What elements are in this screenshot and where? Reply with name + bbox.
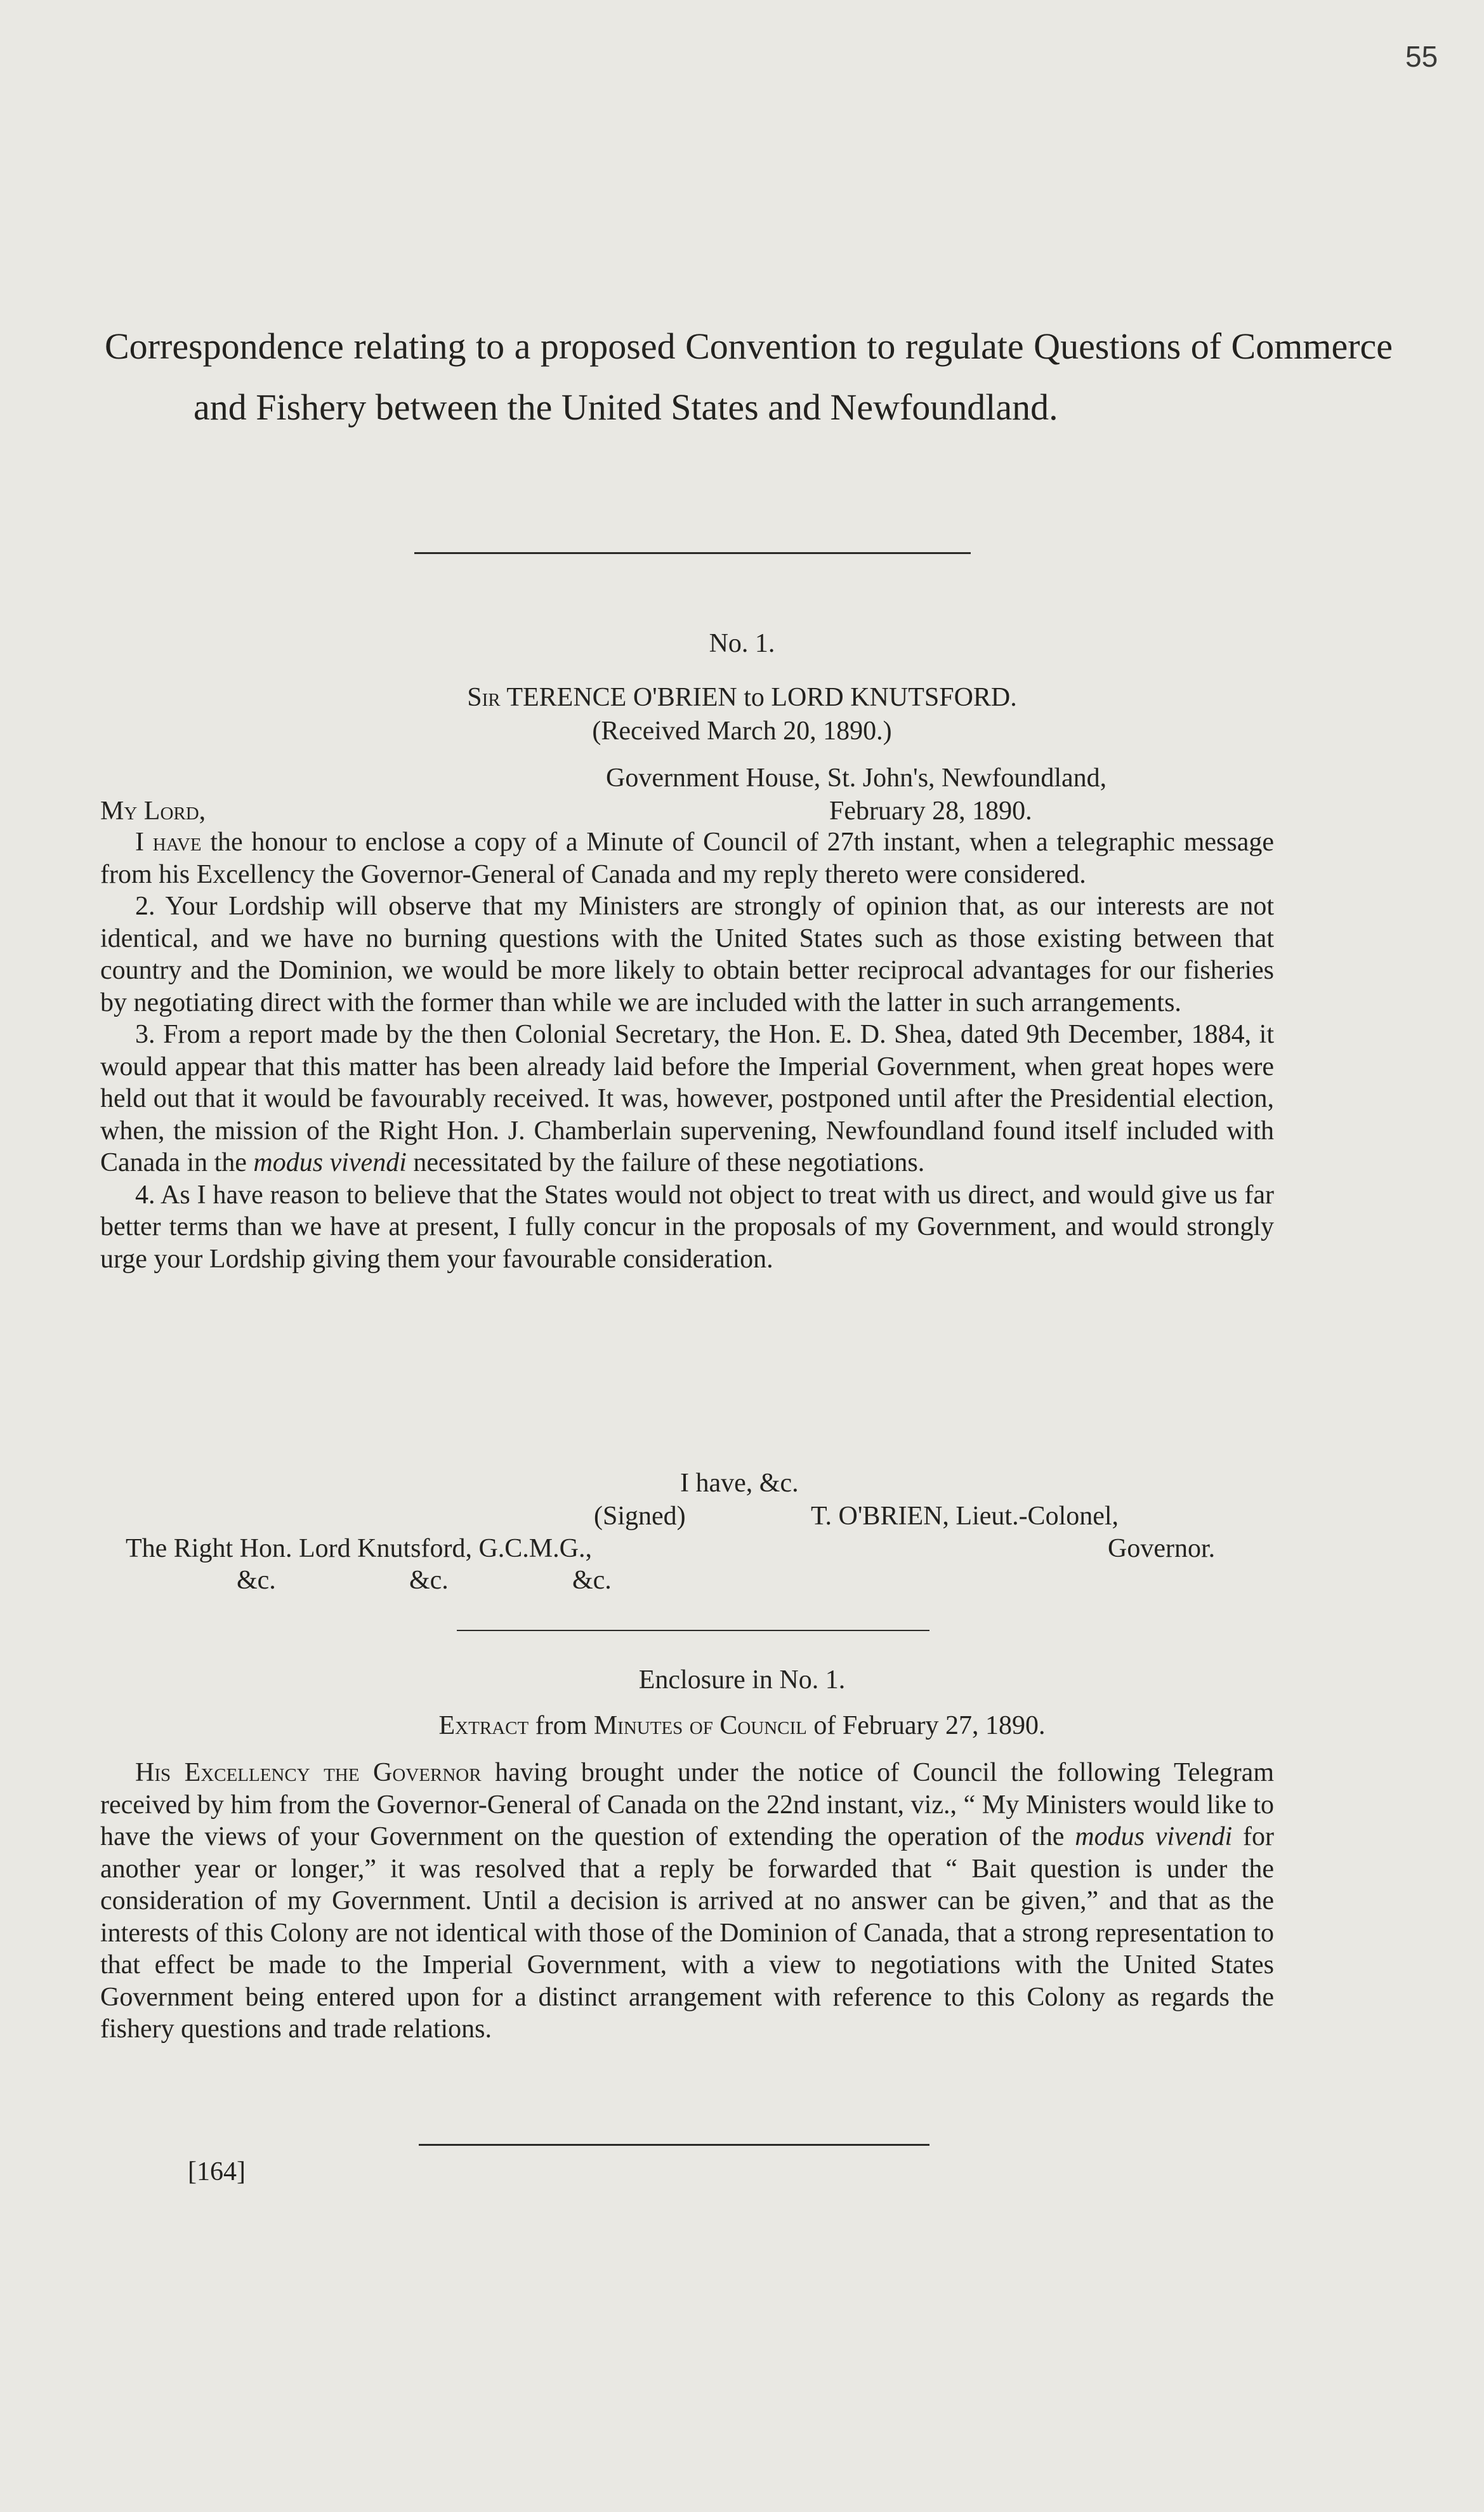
latin-term: modus vivendi xyxy=(1075,1822,1233,1851)
title-rule xyxy=(414,552,971,554)
paragraph-text: for another year or longer,” it was resolved that a reply be forwarded that “ Bait question is under the consideration of my Government. Until a decision is arrived at no answer can be given,” and that as the interests of this Colony are not identical with those of the Dominion of Canada, that a strong representation to that effect be made to the Imperial Government, with a view to negotiations with the United States Government being entered upon for a distinct arrangement with reference to this Colony as regards the fishery questions and trade relations. xyxy=(100,1822,1274,2044)
extract-minutes: Minutes of Council xyxy=(593,1711,807,1740)
latin-term: modus vivendi xyxy=(253,1148,407,1177)
paragraph-text: necessitated by the failure of these negotiations. xyxy=(413,1148,925,1177)
letter-salutation: My Lord, xyxy=(100,797,206,826)
enclosure-heading: Enclosure in No. 1. xyxy=(638,1665,846,1695)
letter-from-to xyxy=(0,682,1484,713)
letter-body xyxy=(100,826,1274,1275)
paragraph-lead: I have xyxy=(135,828,202,857)
paragraph-text: 3. From a report made by the then Colonial Secretary, the Hon. E. D. Shea, dated 9th December, 1884, it would appear that this matter has been already laid before the Imperial Government, when great hopes were held out that it would be favourably received. It was, however, postponed until after the Presidential election, when, the mission of the Right Hon. J. Chamberlain supervening, Newfoundland found itself included with Canada in the xyxy=(100,1020,1274,1177)
recipient-etc-1: &c. xyxy=(237,1566,276,1595)
letter-paragraph-2: 2. Your Lordship will observe that my Ministers are strongly of opinion that, as our interests are not identical, and we have no burning questions with the United States such as those existing between that country and the Dominion, we would be more likely to obtain better reciprocal advantages for our fisheries by negotiating direct with the former than while we are included with the latter in such arrangements. xyxy=(100,892,1274,1017)
letter-paragraph-3 xyxy=(100,1019,1274,1179)
signature-mark: [164] xyxy=(188,2157,246,2186)
letter-signed: (Signed) xyxy=(594,1502,686,1531)
recipient-etc-2: &c. xyxy=(409,1566,449,1595)
extract-word: Extract xyxy=(438,1711,529,1740)
letter-signature-title: Governor. xyxy=(1108,1534,1216,1563)
paragraph-text: having brought under the notice of Council the following Telegram received by him from the Governor-General of Canada on the 22nd instant, viz., “ My Ministers would like to have the views of your Government on the question of extending the operation of the xyxy=(100,1758,1274,1851)
extract-heading xyxy=(0,1710,1484,1741)
document-title: Correspondence relating to a proposed Convention to regulate Questions of Commerce and Fishery between the United States and Newfoundland. xyxy=(105,326,1393,428)
enclosure-rule xyxy=(457,1630,929,1631)
letter-signature: T. O'BRIEN, Lieut.-Colonel, xyxy=(811,1502,1119,1531)
extract-from: from xyxy=(535,1711,588,1740)
extract-date: of February 27, 1890. xyxy=(813,1711,1046,1740)
paragraph-lead: His Excellency the Governor xyxy=(135,1758,482,1787)
letter-address: Government House, St. John's, Newfoundland, xyxy=(606,764,1107,793)
bottom-rule xyxy=(419,2144,929,2146)
letter-date: February 28, 1890. xyxy=(829,797,1032,826)
letter-paragraph-1 xyxy=(100,826,1274,890)
from-prefix: Sir xyxy=(467,683,501,712)
letter-received: (Received March 20, 1890.) xyxy=(592,717,892,746)
letter-paragraph-4: 4. As I have reason to believe that the States would not object to treat with us direct, and would give us far better terms than we have at present, I fully concur in the proposals of my Government, and would strongly urge your Lordship giving them your favourable consideration. xyxy=(100,1180,1274,1274)
page-number: 55 xyxy=(1405,40,1438,73)
from-to-text: TERENCE O'BRIEN to LORD KNUTSFORD. xyxy=(506,683,1017,712)
enclosure-paragraph xyxy=(100,1757,1274,2046)
recipient-etc-3: &c. xyxy=(572,1566,612,1595)
paragraph-text: the honour to enclose a copy of a Minute of Council of 27th instant, when a telegraphic message from his Excellency the Governor-General of Canada and my reply thereto were considered. xyxy=(100,828,1274,889)
enclosure-body xyxy=(100,1757,1274,2046)
letter-number: No. 1. xyxy=(709,629,775,658)
letter-closing: I have, &c. xyxy=(680,1469,799,1498)
letter-recipient: The Right Hon. Lord Knutsford, G.C.M.G., xyxy=(126,1534,592,1563)
